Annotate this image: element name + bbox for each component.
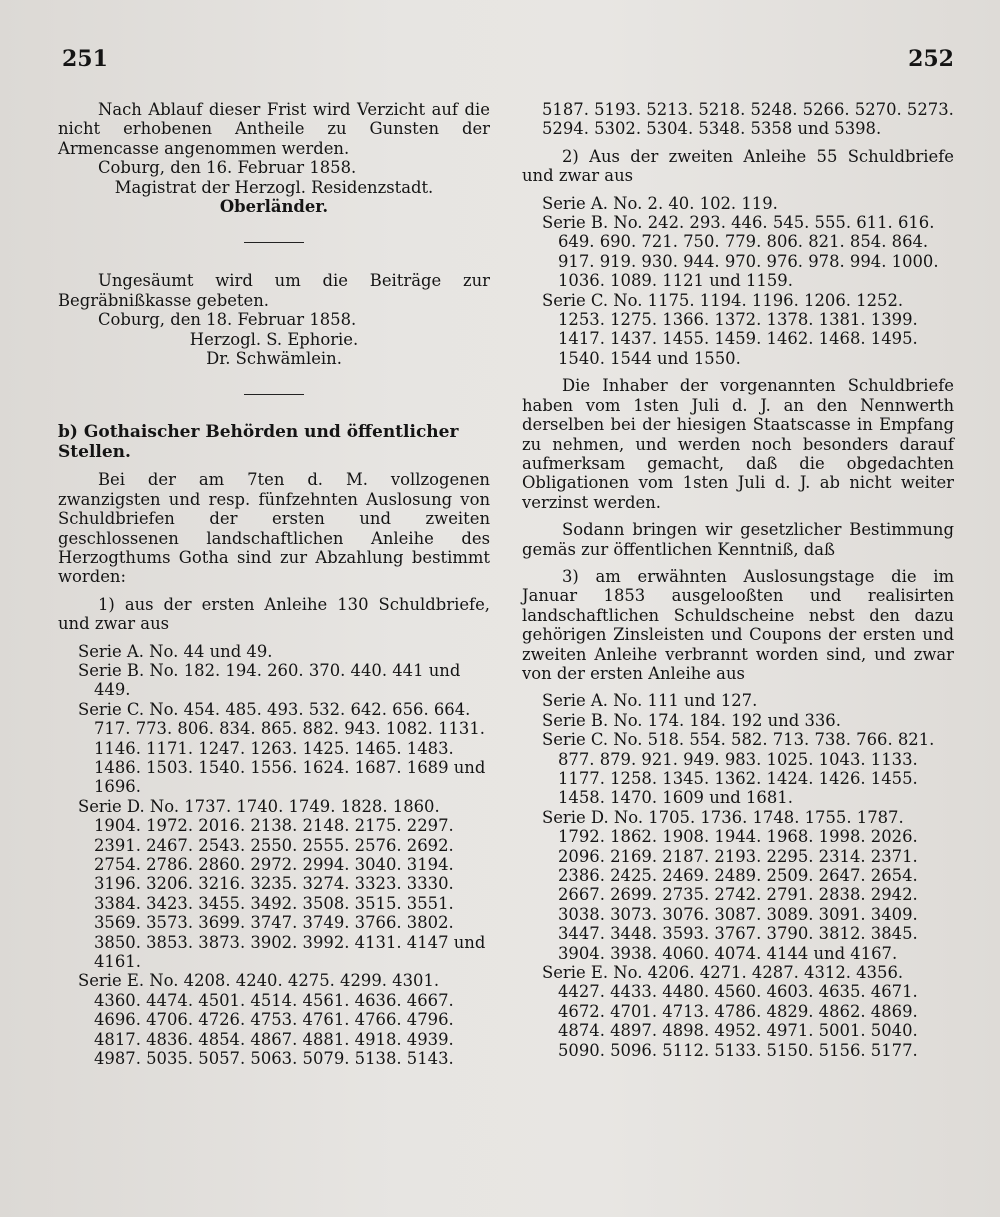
notice-paragraph: Die Inhaber der vorgenannten Schuldbriefe haben vom 1sten Juli d. J. an den Nennwerth derselben bei der hiesigen Staatscasse in Empfang zu nehmen, und werden noch besonders darauf aufmerksam gemacht, daß die obgedachten Obligationen vom 1sten Juli d. J. ab nicht weiter verzinst werden. xyxy=(522,376,954,512)
notice-date: Coburg, den 18. Februar 1858. xyxy=(98,310,357,330)
notice-sender: Magistrat der Herzogl. Residenzstadt. xyxy=(114,177,434,197)
page-number-left: 251 xyxy=(62,46,108,72)
serie-list: Serie C. No. 1175. 1194. 1196. 1206. 1252. 1253. 1275. 1366. 1372. 1378. 1381. 1399. 1417. 1437. 1455. 1459. 1462. 1468. 1495. 1540. 1544 und 1550. xyxy=(542,290,918,368)
serie-list: Serie B. No. 174. 184. 192 und 336. xyxy=(542,710,841,730)
notice-paragraph: 2) Aus der zweiten Anleihe 55 Schuldbriefe und zwar aus xyxy=(522,146,954,186)
serie-list: Serie A. No. 2. 40. 102. 119. xyxy=(542,193,778,213)
divider xyxy=(244,394,304,395)
serie-list: Serie C. No. 454. 485. 493. 532. 642. 656. 664. 717. 773. 806. 834. 865. 882. 943. 1082. 1131. 1146. 1171. 1247. 1263. 1425. 1465. 1483. 1486. 1503. 1540. 1556. 1624. 1687. 1689 und 1696. xyxy=(78,699,486,797)
notice-sender: Herzogl. S. Ephorie. xyxy=(189,329,359,349)
notice-signature: Dr. Schwämlein. xyxy=(206,349,342,369)
notice-paragraph: Sodann bringen wir gesetzlicher Bestimmung gemäs zur öffentlichen Kenntniß, daß xyxy=(522,520,954,559)
notice-paragraph: Ungesäumt wird um die Beiträge zur Begräbnißkasse gebeten. xyxy=(58,271,490,310)
page-number-right: 252 xyxy=(908,46,954,72)
serie-list: Serie D. No. 1705. 1736. 1748. 1755. 1787. 1792. 1862. 1908. 1944. 1968. 1998. 2026. 2096. 2169. 2187. 2193. 2295. 2314. 2371. 2386. 2425. 2469. 2489. 2509. 2647. 2654. 2667. 2699. 2735. 2742. 2791. 2838. 2942. 3038. 3073. 3076. 3087. 3089. 3091. 3409. 3447. 3448. 3593. 3767. 3790. 3812. 3845. 3904. 3938. 4060. 4074. 4144 und 4167. xyxy=(542,807,918,963)
divider xyxy=(244,242,304,243)
serie-list: Serie E. No. 4208. 4240. 4275. 4299. 4301. 4360. 4474. 4501. 4514. 4561. 4636. 4667. 4696. 4706. 4726. 4753. 4761. 4766. 4796. 4817. 4836. 4854. 4867. 4881. 4918. 4939. 4987. 5035. 5057. 5063. 5079. 5138. 5143. xyxy=(78,971,454,1069)
left-column xyxy=(58,100,490,1068)
serie-list: 5187. 5193. 5213. 5218. 5248. 5266. 5270. 5273. 5294. 5302. 5304. 5348. 5358 und 5398. xyxy=(542,100,954,139)
section-heading: b) Gothaischer Behörden und öffentlicher Stellen. xyxy=(58,422,459,462)
notice-date: Coburg, den 16. Februar 1858. xyxy=(98,158,357,178)
serie-list: Serie A. No. 111 und 127. xyxy=(542,691,758,711)
notice-signature: Oberländer. xyxy=(219,197,329,217)
serie-list: Serie C. No. 518. 554. 582. 713. 738. 766. 821. 877. 879. 921. 949. 983. 1025. 1043. 1133. 1177. 1258. 1345. 1362. 1424. 1426. 1455. 1458. 1470. 1609 und 1681. xyxy=(542,730,935,808)
notice-paragraph: Nach Ablauf dieser Frist wird Verzicht auf die nicht erhobenen Antheile zu Gunsten der Armencasse angenommen werden. xyxy=(58,100,490,158)
serie-list: Serie E. No. 4206. 4271. 4287. 4312. 4356. 4427. 4433. 4480. 4560. 4603. 4635. 4671. 4672. 4701. 4713. 4786. 4829. 4862. 4869. 4874. 4897. 4898. 4952. 4971. 5001. 5040. 5090. 5096. 5112. 5133. 5150. 5156. 5177. xyxy=(542,963,918,1060)
notice-paragraph: 1) aus der ersten Anleihe 130 Schuldbriefe, und zwar aus xyxy=(58,594,490,634)
serie-list: Serie B. No. 182. 194. 260. 370. 440. 441 und 449. xyxy=(78,660,461,700)
serie-list: Serie A. No. 44 und 49. xyxy=(78,641,273,661)
notice-paragraph: Bei der am 7ten d. M. vollzogenen zwanzigsten und resp. fünfzehnten Auslosung von Schuldbriefen der ersten und zweiten geschlossenen landschaftlichen Anleihe des Herzogthums Gotha sind zur Abzahlung bestimmt worden: xyxy=(58,470,490,587)
serie-list: Serie B. No. 242. 293. 446. 545. 555. 611. 616. 649. 690. 721. 750. 779. 806. 821. 854. 864. 917. 919. 930. 944. 970. 976. 978. 994. 1000. 1036. 1089. 1121 und 1159. xyxy=(542,213,939,291)
serie-list: Serie D. No. 1737. 1740. 1749. 1828. 1860. 1904. 1972. 2016. 2138. 2148. 2175. 2297. 2391. 2467. 2543. 2550. 2555. 2576. 2692. 2754. 2786. 2860. 2972. 2994. 3040. 3194. 3196. 3206. 3216. 3235. 3274. 3323. 3330. 3384. 3423. 3455. 3492. 3508. 3515. 3551. 3569. 3573. 3699. 3747. 3749. 3766. 3802. 3850. 3853. 3873. 3902. 3992. 4131. 4147 und 4161. xyxy=(78,796,486,972)
right-column xyxy=(522,100,954,1060)
notice-paragraph: 3) am erwähnten Auslosungstage die im Januar 1853 ausgelooßten und realisirten landschaftlichen Schuldscheine nebst den dazu gehörigen Zinsleisten und Coupons der ersten und zweiten Anleihe verbrannt worden sind, und zwar von der ersten Anleihe aus xyxy=(522,566,954,683)
